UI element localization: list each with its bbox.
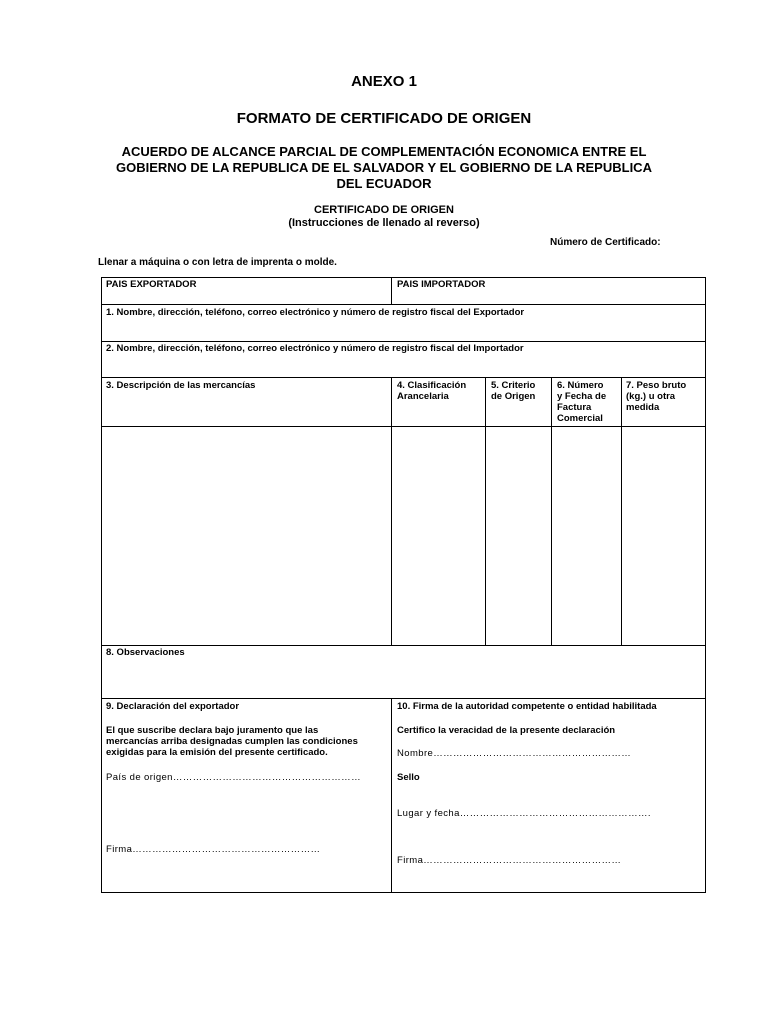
certificate-subtitle: (Instrucciones de llenado al reverso) bbox=[288, 217, 480, 229]
exporter-declaration-title: 9. Declaración del exportador bbox=[106, 701, 240, 712]
goods-description-header: 3. Descripción de las mercancías bbox=[106, 380, 256, 391]
tariff-classification-header: 4. Clasificación Arancelaria bbox=[397, 380, 467, 402]
origin-country-field: País de origen………………………………………………… bbox=[106, 772, 361, 783]
seal-label: Sello bbox=[397, 772, 420, 783]
gross-weight-header: 7. Peso bruto (kg.) u otra medida bbox=[626, 380, 687, 413]
invoice-number-date-header: 6. Número y Fecha de Factura Comercial bbox=[557, 380, 607, 424]
exporter-info-label: 1. Nombre, dirección, teléfono, correo electrónico y número de registro fiscal del Exportador bbox=[106, 307, 525, 318]
exporter-signature-field: Firma………………………………………………… bbox=[106, 844, 321, 855]
authority-signature-field: Firma…………………………………………………… bbox=[397, 855, 622, 866]
agreement-line-2: GOBIERNO DE LA REPUBLICA DE EL SALVADOR Y EL GOBIERNO DE LA REPUBLICA bbox=[116, 160, 652, 175]
origin-criterion-header: 5. Criterio de Origen bbox=[491, 380, 536, 402]
authority-signature-title: 10. Firma de la autoridad competente o entidad habilitada bbox=[397, 701, 657, 712]
certificate-title: CERTIFICADO DE ORIGEN bbox=[314, 204, 454, 216]
importing-country-label: PAIS IMPORTADOR bbox=[397, 279, 486, 290]
format-title: FORMATO DE CERTIFICADO DE ORIGEN bbox=[236, 110, 532, 127]
annex-title: ANEXO 1 bbox=[351, 73, 417, 90]
certificate-number-label: Número de Certificado: bbox=[550, 237, 661, 248]
agreement-line-3: DEL ECUADOR bbox=[336, 176, 432, 191]
importer-info-label: 2. Nombre, dirección, teléfono, correo electrónico y número de registro fiscal del Importador bbox=[106, 343, 524, 354]
authority-name-field: Nombre…………………………………………………… bbox=[397, 748, 632, 759]
fill-instruction: Llenar a máquina o con letra de imprenta o molde. bbox=[98, 257, 337, 268]
certify-statement: Certifico la veracidad de la presente declaración bbox=[397, 725, 616, 736]
exporting-country-label: PAIS EXPORTADOR bbox=[106, 279, 197, 290]
observations-label: 8. Observaciones bbox=[106, 647, 185, 658]
place-date-field: Lugar y fecha…………………………………………………. bbox=[397, 808, 651, 819]
exporter-declaration-text: El que suscribe declara bajo juramento que las mercancías arriba designadas cumplen las condiciones exigidas para la emisión del presente certificado. bbox=[106, 725, 358, 758]
agreement-line-1: ACUERDO DE ALCANCE PARCIAL DE COMPLEMENTACIÓN ECONOMICA ENTRE EL bbox=[121, 144, 647, 159]
